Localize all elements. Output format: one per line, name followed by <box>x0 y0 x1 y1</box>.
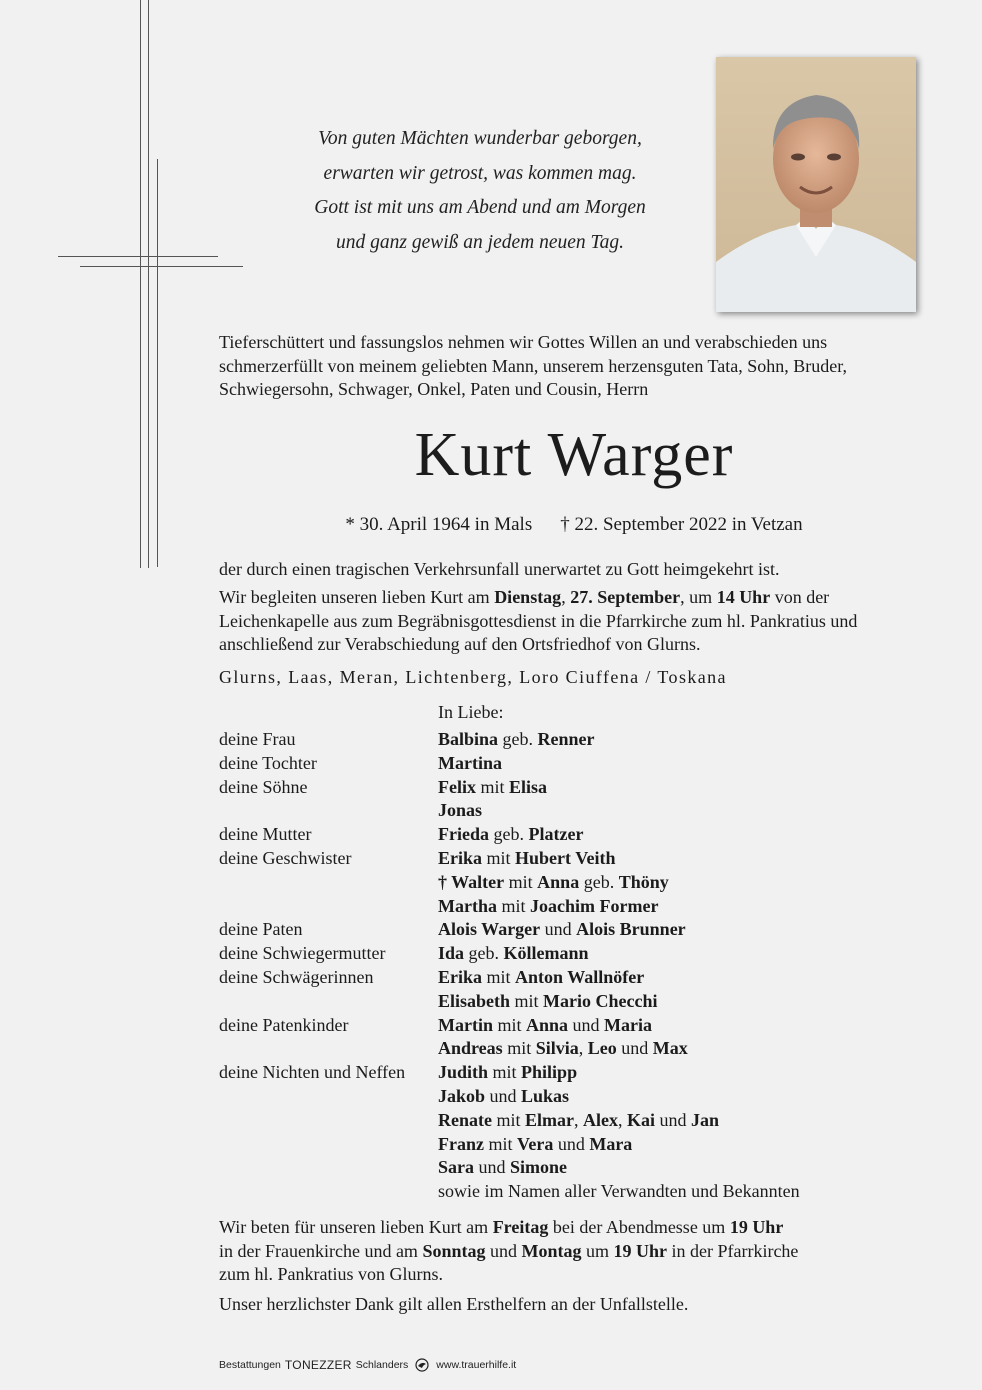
funeral-info <box>219 586 929 657</box>
relation-names: Erika mit Anton Wallnöfer <box>438 966 645 987</box>
cross-horizontal <box>58 256 218 257</box>
cross-vertical <box>157 159 158 567</box>
death-note-line: der durch einen tragischen Verkehrsunfall unerwartet zu Gott heimgekehrt ist. <box>219 559 780 579</box>
relation-names: Jonas <box>438 800 483 821</box>
relation-names: Martha mit Joachim Former <box>438 895 659 916</box>
relation-label: deine Tochter <box>219 752 317 773</box>
death-date: † 22. September 2022 in Vetzan <box>560 514 803 535</box>
border-line <box>140 0 141 568</box>
portrait-photo <box>716 57 916 312</box>
prayer-text: in der Pfarrkirche <box>666 1240 799 1261</box>
relation-names: Ida geb. Köllemann <box>438 943 589 964</box>
poem-line: erwarten wir getrost, was kommen mag. <box>323 162 637 184</box>
funeral-home-footer <box>219 1358 516 1372</box>
intro-line: Schwiegersohn, Schwager, Onkel, Paten und Cousin, Herrn <box>219 379 649 399</box>
closing-relatives: sowie im Namen aller Verwandten und Bekannten <box>438 1181 800 1202</box>
relation-names: Alois Warger und Alois Brunner <box>438 919 686 940</box>
intro-text <box>219 331 929 402</box>
relation-names: Martina <box>438 752 502 773</box>
poem-line: und ganz gewiß an jedem neuen Tag. <box>336 231 624 253</box>
poem-line: Von guten Mächten wunderbar geborgen, <box>318 128 642 149</box>
poem <box>270 122 690 260</box>
funeral-line: Leichenkapelle aus zum Begräbnisgottesdienst in die Pfarrkirche zum hl. Pankratius und <box>219 610 858 631</box>
prayer-day: Sonntag <box>422 1240 486 1261</box>
deceased-name: Kurt Warger <box>414 421 734 489</box>
thanks <box>219 1293 929 1317</box>
prayer-day: Freitag <box>492 1217 549 1237</box>
dove-icon <box>414 1358 430 1372</box>
prayer-time: 19 Uhr <box>729 1217 784 1237</box>
funeral-text: , um <box>680 587 717 607</box>
footer-brand: TONEZZER <box>284 1358 352 1372</box>
intro-line: schmerzerfüllt von meinem geliebten Mann, unserem herzensguten Tata, Sohn, Bruder, <box>219 355 847 376</box>
relation-names: Franz mit Vera und Mara <box>438 1133 633 1154</box>
death-note <box>219 558 929 582</box>
prayer-text: bei der Abendmesse um <box>548 1217 730 1237</box>
relation-names: Andreas mit Silvia, Leo und Max <box>438 1038 688 1059</box>
funeral-day: Dienstag <box>494 587 562 607</box>
relation-label: deine Nichten und Neffen <box>219 1062 406 1083</box>
in-liebe: In Liebe: <box>438 702 504 722</box>
funeral-time: 14 Uhr <box>716 587 771 607</box>
relation-names: Elisabeth mit Mario Checchi <box>438 990 658 1011</box>
relation-label: deine Schwägerinnen <box>219 966 374 987</box>
border-line <box>148 0 149 568</box>
poem-line: Gott ist mit uns am Abend und am Morgen <box>314 197 646 218</box>
relation-label: deine Söhne <box>219 776 308 797</box>
relation-label: deine Patenkinder <box>219 1014 349 1035</box>
relation-label: deine Frau <box>219 729 296 749</box>
birth-date: * 30. April 1964 in Mals <box>345 514 533 535</box>
prayer-text: um <box>581 1240 614 1261</box>
relation-label: deine Geschwister <box>219 847 352 868</box>
prayer-info <box>219 1216 929 1287</box>
prayer-text: und <box>485 1240 522 1261</box>
prayer-line: zum hl. Pankratius von Glurns. <box>219 1264 443 1284</box>
relation-names: Felix mit Elisa <box>438 776 548 797</box>
footer-prefix: Bestattungen <box>219 1359 281 1371</box>
footer-city: Schlanders <box>355 1359 409 1371</box>
relation-names: Sara und Simone <box>438 1157 568 1178</box>
footer-website[interactable]: www.trauerhilfe.it <box>436 1359 517 1371</box>
relation-names: Renate mit Elmar, Alex, Kai und Jan <box>438 1109 720 1130</box>
relation-names: Jakob und Lukas <box>438 1085 570 1106</box>
prayer-text: Wir beten für unseren lieben Kurt am <box>219 1217 493 1237</box>
prayer-text: in der Frauenkirche und am <box>219 1240 423 1261</box>
cross-horizontal <box>80 266 243 267</box>
relation-label: deine Mutter <box>219 824 312 845</box>
funeral-text: von der <box>770 587 830 607</box>
funeral-line: anschließend zur Verabschiedung auf den Ortsfriedhof von Glurns. <box>219 634 701 654</box>
relation-names: † Walter mit Anna geb. Thöny <box>438 871 669 892</box>
prayer-line <box>219 1240 929 1264</box>
funeral-line <box>219 586 929 610</box>
funeral-text: Wir begleiten unseren lieben Kurt am <box>219 587 495 607</box>
prayer-day: Montag <box>521 1240 582 1261</box>
intro-line: Tieferschüttert und fassungslos nehmen wir Gottes Willen an und verabschieden uns <box>219 332 828 352</box>
life-dates <box>219 512 929 538</box>
prayer-line <box>219 1216 929 1240</box>
relation-names: Frieda geb. Platzer <box>438 824 584 845</box>
relation-names: Judith mit Philipp <box>438 1062 578 1083</box>
places: Glurns, Laas, Meran, Lichtenberg, Loro Ciuffena / Toskana <box>219 667 727 687</box>
funeral-text: , <box>561 587 571 607</box>
relation-names: Martin mit Anna und Maria <box>438 1014 653 1035</box>
relation-names: Erika mit Hubert Veith <box>438 847 616 868</box>
prayer-time: 19 Uhr <box>613 1240 667 1261</box>
thanks-line: Unser herzlichster Dank gilt allen Ersthelfern an der Unfallstelle. <box>219 1294 689 1314</box>
relation-label: deine Paten <box>219 919 303 940</box>
funeral-date: 27. September <box>570 587 681 607</box>
relation-names: Balbina geb. Renner <box>438 729 595 749</box>
relation-label: deine Schwiegermutter <box>219 943 386 964</box>
